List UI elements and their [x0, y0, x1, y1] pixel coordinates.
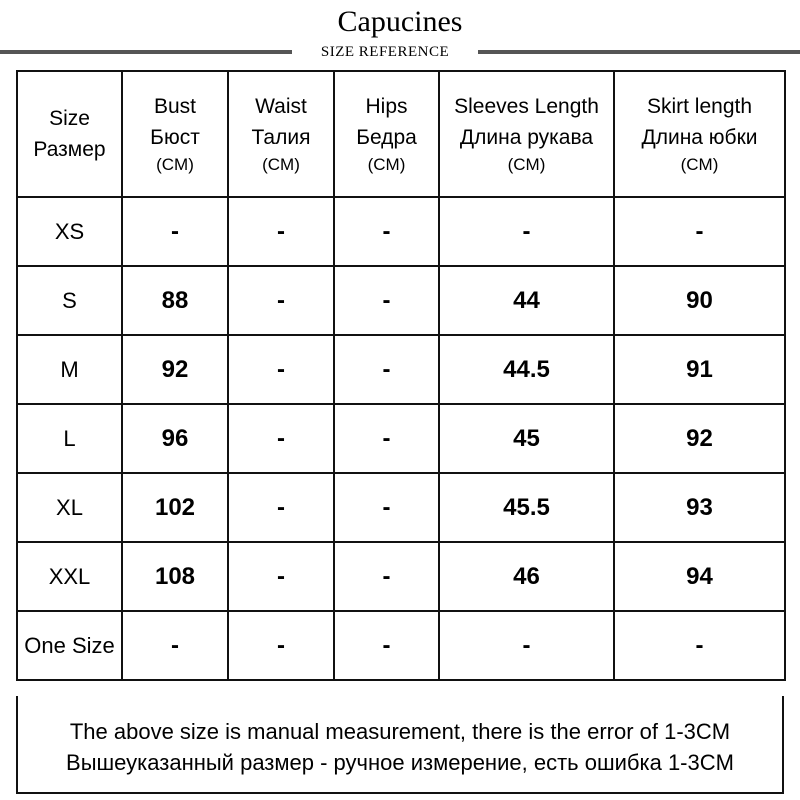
size-cell: M [17, 335, 122, 404]
size-cell: L [17, 404, 122, 473]
table-row [17, 542, 785, 611]
hips-cell: - [334, 473, 439, 542]
header-skirt-en: Skirt length [646, 95, 753, 118]
bust-cell: 88 [122, 266, 228, 335]
hips-cell: - [334, 197, 439, 266]
header-sleeves-ru: Длина рукава [459, 126, 594, 149]
table-row [17, 404, 785, 473]
hips-cell: - [334, 266, 439, 335]
header-size [17, 71, 122, 197]
waist-cell: - [228, 542, 334, 611]
note-russian: Вышеуказанный размер - ручное измерение, есть ошибка 1-3CM [66, 750, 734, 775]
header-waist [228, 71, 334, 197]
header-skirt [614, 71, 785, 197]
subtitle: SIZE REFERENCE [320, 44, 450, 60]
header-row [17, 71, 785, 197]
divider-left [0, 50, 292, 54]
waist-cell: - [228, 266, 334, 335]
measurement-note [16, 696, 784, 794]
header-hips-ru: Бедра [356, 126, 417, 149]
header-waist-ru: Талия [251, 126, 311, 149]
table-row [17, 197, 785, 266]
header-size-en: Size [49, 107, 90, 130]
bust-cell: - [122, 197, 228, 266]
header-size-ru: Размер [33, 138, 106, 161]
table-row [17, 611, 785, 680]
brand-title: Capucines [337, 5, 463, 38]
header-hips-en: Hips [365, 95, 408, 118]
sleeves-cell: 45.5 [439, 473, 614, 542]
hips-cell: - [334, 542, 439, 611]
skirt-cell: 90 [614, 266, 785, 335]
bust-cell: 108 [122, 542, 228, 611]
skirt-cell: - [614, 197, 785, 266]
header-skirt-ru: Длина юбки [641, 126, 758, 149]
header-skirt-unit: (CM) [680, 155, 719, 174]
size-cell: XS [17, 197, 122, 266]
table-row [17, 335, 785, 404]
sleeves-cell: 46 [439, 542, 614, 611]
skirt-cell: 93 [614, 473, 785, 542]
size-cell: XL [17, 473, 122, 542]
note-english: The above size is manual measurement, there is the error of 1-3CM [69, 719, 731, 744]
header-waist-unit: (CM) [262, 155, 300, 174]
header-bust [122, 71, 228, 197]
skirt-cell: 91 [614, 335, 785, 404]
subtitle-row [0, 42, 800, 62]
waist-cell: - [228, 335, 334, 404]
header-bust-en: Bust [153, 95, 197, 118]
table-row [17, 473, 785, 542]
divider-right [478, 50, 800, 54]
sleeves-cell: - [439, 197, 614, 266]
waist-cell: - [228, 473, 334, 542]
hips-cell: - [334, 611, 439, 680]
skirt-cell: 92 [614, 404, 785, 473]
bust-cell: 96 [122, 404, 228, 473]
size-cell: XXL [17, 542, 122, 611]
bust-cell: 92 [122, 335, 228, 404]
size-table [16, 70, 786, 681]
size-cell: One Size [17, 611, 122, 680]
header-sleeves [439, 71, 614, 197]
waist-cell: - [228, 197, 334, 266]
skirt-cell: 94 [614, 542, 785, 611]
sleeves-cell: - [439, 611, 614, 680]
hips-cell: - [334, 404, 439, 473]
sleeves-cell: 44.5 [439, 335, 614, 404]
waist-cell: - [228, 404, 334, 473]
header-waist-en: Waist [255, 95, 307, 118]
waist-cell: - [228, 611, 334, 680]
header-sleeves-en: Sleeves Length [454, 95, 599, 118]
header-bust-unit: (CM) [156, 155, 194, 174]
header-sleeves-unit: (CM) [507, 155, 546, 174]
header-hips-unit: (CM) [367, 155, 406, 174]
table-row [17, 266, 785, 335]
bust-cell: - [122, 611, 228, 680]
sleeves-cell: 45 [439, 404, 614, 473]
skirt-cell: - [614, 611, 785, 680]
header-bust-ru: Бюст [150, 126, 200, 149]
header-hips [334, 71, 439, 197]
size-cell: S [17, 266, 122, 335]
bust-cell: 102 [122, 473, 228, 542]
hips-cell: - [334, 335, 439, 404]
sleeves-cell: 44 [439, 266, 614, 335]
